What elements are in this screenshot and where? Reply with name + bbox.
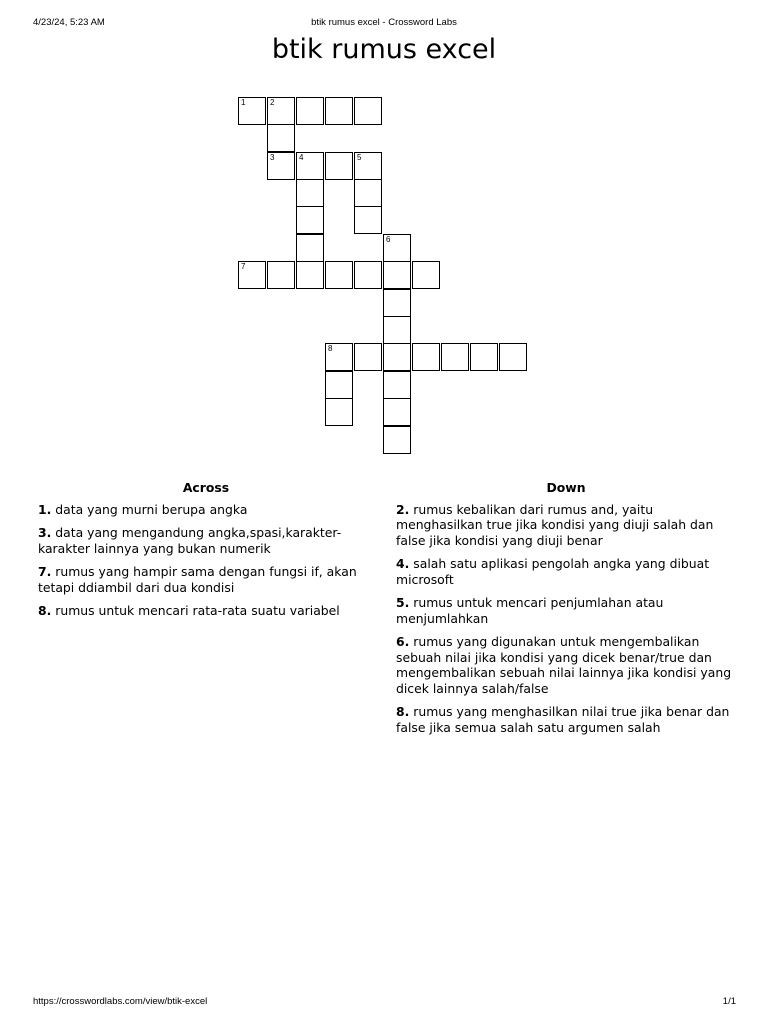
clue-item: [396, 556, 736, 587]
clue-number: 1.: [38, 501, 52, 517]
cell-number: 1: [241, 98, 246, 107]
clue-text: rumus untuk mencari penjumlahan atau menjumlahkan: [396, 595, 664, 626]
clue-number: 4.: [396, 556, 410, 571]
clue-number: 2.: [396, 501, 410, 517]
grid-cell[interactable]: [325, 398, 353, 426]
grid-cell[interactable]: [383, 261, 411, 289]
clue-item: [38, 525, 374, 556]
grid-cell[interactable]: [296, 234, 324, 262]
cell-number: 7: [241, 262, 246, 271]
grid-cell[interactable]: [354, 343, 382, 371]
grid-cell[interactable]: [296, 97, 324, 125]
cell-number: 8: [328, 344, 333, 353]
grid-cell[interactable]: [267, 124, 295, 152]
clue-item: [396, 502, 736, 549]
grid-cell[interactable]: [325, 261, 353, 289]
clue-item: [38, 564, 374, 595]
grid-cell[interactable]: [238, 97, 266, 125]
grid-cell[interactable]: [441, 343, 469, 371]
down-heading: Down: [546, 480, 586, 495]
print-page-number: 1/1: [722, 996, 736, 1007]
clue-text: rumus yang menghasilkan nilai true jika benar dan false jika semua salah satu argumen salah: [396, 704, 730, 735]
grid-cell[interactable]: [412, 343, 440, 371]
clue-item: [396, 595, 736, 626]
grid-cell[interactable]: [383, 426, 411, 454]
clue-text: rumus kebalikan dari rumus and, yaitu menghasilkan true jika kondisi yang diuji salah dan false jika kondisi yang diuji benar: [396, 501, 714, 548]
clue-number: 7.: [38, 564, 52, 579]
clue-item: [38, 502, 374, 518]
grid-cell[interactable]: [354, 152, 382, 180]
clue-item: [396, 634, 736, 696]
grid-cell[interactable]: [238, 261, 266, 289]
clue-text: rumus yang hampir sama dengan fungsi if, akan tetapi ddiambil dari dua kondisi: [38, 564, 357, 595]
clue-number: 5.: [396, 595, 410, 610]
grid-cell[interactable]: [383, 398, 411, 426]
across-clues: [38, 480, 374, 627]
cell-number: 6: [386, 235, 391, 244]
print-datetime: 4/23/24, 5:23 AM: [33, 17, 105, 28]
clue-number: 3.: [38, 525, 52, 540]
grid-cell[interactable]: [354, 97, 382, 125]
across-heading: Across: [182, 480, 230, 495]
grid-cell[interactable]: [470, 343, 498, 371]
clue-text: data yang mengandung angka,spasi,karakter-karakter lainnya yang bukan numerik: [38, 525, 342, 556]
cell-number: 2: [270, 98, 275, 107]
grid-cell[interactable]: [267, 261, 295, 289]
grid-cell[interactable]: [296, 179, 324, 207]
clue-number: 6.: [396, 634, 410, 649]
grid-cell[interactable]: [267, 97, 295, 125]
clue-number: 8.: [396, 704, 410, 719]
puzzle-title: btik rumus excel: [271, 34, 497, 65]
clue-text: data yang murni berupa angka: [51, 501, 248, 517]
cell-number: 5: [357, 153, 362, 162]
cell-number: 4: [299, 153, 304, 162]
down-clues: [396, 480, 736, 743]
grid-cell[interactable]: [383, 234, 411, 262]
grid-cell[interactable]: [383, 316, 411, 344]
grid-cell[interactable]: [296, 261, 324, 289]
grid-cell[interactable]: [354, 206, 382, 234]
clue-text: rumus untuk mencari rata-rata suatu variabel: [51, 603, 340, 618]
clue-text: salah satu aplikasi pengolah angka yang dibuat microsoft: [396, 556, 710, 587]
grid-cell[interactable]: [354, 261, 382, 289]
grid-cell[interactable]: [412, 261, 440, 289]
clue-text: rumus yang digunakan untuk mengembalikan sebuah nilai jika kondisi yang dicek benar/true dan mengembalikan sebuah nilai lainnya jika kondisi yang dicek lainnya salah/false: [396, 634, 732, 696]
grid-cell[interactable]: [354, 179, 382, 207]
clue-number: 8.: [38, 603, 52, 618]
clue-item: [396, 704, 736, 735]
grid-cell[interactable]: [267, 152, 295, 180]
grid-cell[interactable]: [383, 371, 411, 399]
grid-cell[interactable]: [296, 206, 324, 234]
grid-cell[interactable]: [325, 371, 353, 399]
grid-cell[interactable]: [383, 343, 411, 371]
grid-cell[interactable]: [325, 343, 353, 371]
grid-cell[interactable]: [383, 289, 411, 317]
grid-cell[interactable]: [499, 343, 527, 371]
cell-number: 3: [270, 153, 275, 162]
print-page-title: btik rumus excel - Crossword Labs: [311, 17, 457, 28]
grid-cell[interactable]: [325, 152, 353, 180]
grid-cell[interactable]: [296, 152, 324, 180]
print-url: https://crosswordlabs.com/view/btik-excel: [33, 996, 208, 1007]
clue-item: [38, 603, 374, 619]
grid-cell[interactable]: [325, 97, 353, 125]
